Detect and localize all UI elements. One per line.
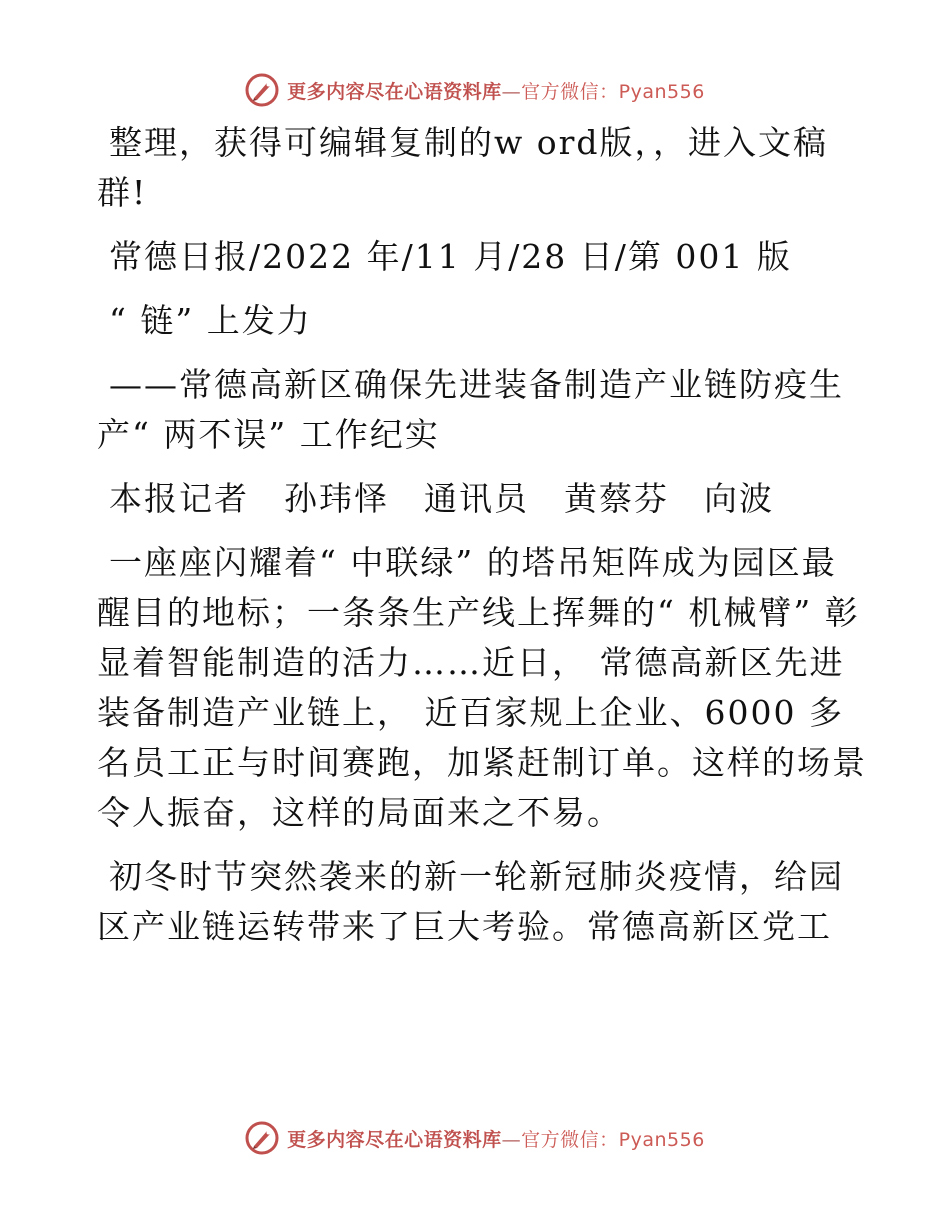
source-line: 常德日报/2022 年/11 月/28 日/第 001 版: [109, 237, 792, 276]
pen-logo-icon: [245, 1121, 279, 1155]
article-title: “ 链” 上发力: [109, 301, 312, 340]
body-paragraph: 初冬时节突然袭来的新一轮新冠肺炎疫情，给园区产业链运转带来了巨大考验。常德高新区党工: [97, 857, 844, 946]
banner-separator: —: [501, 1128, 522, 1151]
header-banner: [0, 70, 950, 110]
byline: 本报记者 孙玮怿 通讯员 黄蔡芬 向波: [109, 479, 774, 518]
article-body: [97, 118, 867, 966]
banner-wechat-text: 官方微信：Pyan556: [521, 1128, 705, 1151]
article-subtitle: ——常德高新区确保先进装备制造产业链防疫生产“ 两不误” 工作纪实: [97, 365, 844, 454]
intro-paragraph: 整理，获得可编辑复制的w ord版，，进入文稿群!: [97, 123, 829, 212]
banner-main-text: 更多内容尽在心语资料库: [287, 80, 502, 103]
banner-main-text: 更多内容尽在心语资料库: [287, 1128, 502, 1151]
banner-text: [287, 77, 705, 104]
banner-text: [287, 1125, 705, 1152]
footer-banner: [0, 1118, 950, 1158]
pen-logo-icon: [245, 73, 279, 107]
body-paragraph: 一座座闪耀着“ 中联绿” 的塔吊矩阵成为园区最醒目的地标；一条条生产线上挥舞的“ 机械臂” 彰显着智能制造的活力……近日， 常德高新区先进装备制造产业链上， 近百家规上企业、6000 多名员工正与时间赛跑，加紧赶制订单。这样的场景令人振奋，这样的局面来之不易。: [97, 543, 867, 832]
banner-wechat-text: 官方微信：Pyan556: [521, 80, 705, 103]
banner-separator: —: [501, 80, 522, 103]
